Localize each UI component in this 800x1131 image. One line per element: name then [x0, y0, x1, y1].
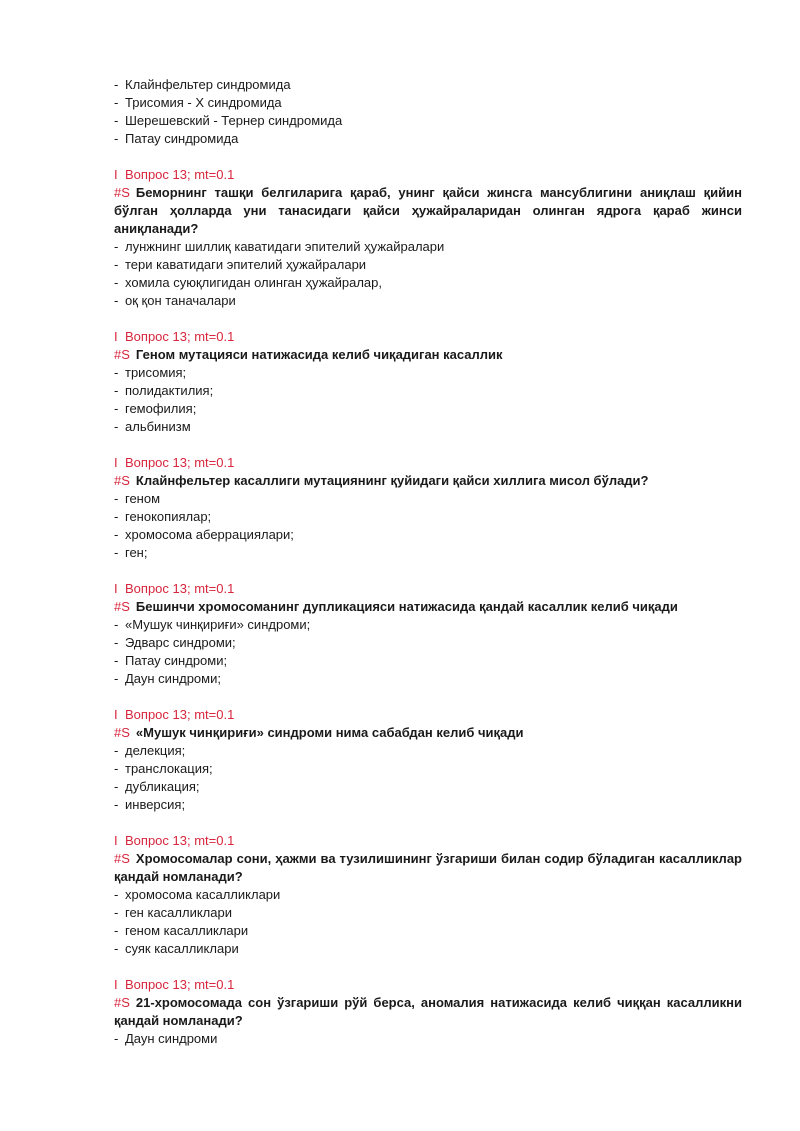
answer-option: [114, 508, 742, 526]
question-body: Клайнфельтер касаллиги мутациянинг қуйидаги қайси хиллига мисол бўлади?: [135, 473, 649, 488]
option-text: ген;: [125, 545, 148, 560]
question-block: [114, 166, 742, 310]
answer-option: [114, 130, 742, 148]
option-text: Патау синдроми;: [125, 653, 228, 668]
option-dash: -: [114, 95, 119, 110]
answer-option: [114, 904, 742, 922]
option-dash: -: [114, 545, 119, 560]
question-body: 21-хромосомада сон ўзгариши рўй берса, аномалия натижасида келиб чиққан касалликни қандай номланади?: [114, 995, 742, 1028]
option-text: гемофилия;: [125, 401, 197, 416]
option-dash: -: [114, 617, 119, 632]
question-header-text: Вопрос 13; mt=0.1: [125, 833, 235, 848]
option-text: Шерешевский - Тернер синдромида: [125, 113, 343, 128]
option-text: тери каватидаги эпителий ҳужайралари: [125, 257, 367, 272]
option-dash: -: [114, 923, 119, 938]
question-header-text: Вопрос 13; mt=0.1: [125, 455, 235, 470]
question-header: [114, 328, 742, 346]
question-marker: I: [114, 977, 118, 992]
option-text: транслокация;: [125, 761, 213, 776]
question-block: [114, 832, 742, 958]
question-block: [114, 976, 742, 1048]
option-dash: -: [114, 77, 119, 92]
question-header-text: Вопрос 13; mt=0.1: [125, 581, 235, 596]
question-s-tag: #S: [114, 599, 130, 614]
option-text: Даун синдроми: [125, 1031, 218, 1046]
question-body: Бешинчи хромосоманинг дупликацияси натижасида қандай касаллик келиб чиқади: [135, 599, 678, 614]
question-body: «Мушук чинқириғи» синдроми нима сабабдан келиб чиқади: [135, 725, 524, 740]
answer-option: [114, 274, 742, 292]
option-text: Клайнфельтер синдромида: [125, 77, 291, 92]
answer-option: [114, 418, 742, 436]
answer-option: [114, 652, 742, 670]
answer-option: [114, 490, 742, 508]
option-text: делекция;: [125, 743, 186, 758]
answer-option: [114, 796, 742, 814]
question-header: [114, 976, 742, 994]
option-text: хромосома касалликлари: [125, 887, 281, 902]
question-header-text: Вопрос 13; mt=0.1: [125, 167, 235, 182]
option-text: «Мушук чинқириғи» синдроми;: [125, 617, 311, 632]
question-marker: I: [114, 455, 118, 470]
question-text: [114, 994, 742, 1030]
answer-option: [114, 670, 742, 688]
option-text: Даун синдроми;: [125, 671, 221, 686]
question-s-tag: #S: [114, 185, 130, 200]
option-dash: -: [114, 383, 119, 398]
question-header: [114, 580, 742, 598]
option-text: оқ қон таначалари: [125, 293, 236, 308]
option-text: лунжнинг шиллиқ каватидаги эпителий ҳужайралари: [125, 239, 445, 254]
answer-option: [114, 778, 742, 796]
question-marker: I: [114, 329, 118, 344]
answer-option: [114, 382, 742, 400]
option-dash: -: [114, 275, 119, 290]
option-dash: -: [114, 635, 119, 650]
question-s-tag: #S: [114, 725, 130, 740]
option-text: Патау синдромида: [125, 131, 239, 146]
question-text: [114, 724, 742, 742]
question-header: [114, 454, 742, 472]
option-text: геном касалликлари: [125, 923, 249, 938]
answer-option: [114, 238, 742, 256]
option-text: дубликация;: [125, 779, 200, 794]
intro-options: [114, 76, 742, 148]
option-dash: -: [114, 653, 119, 668]
option-dash: -: [114, 131, 119, 146]
question-marker: I: [114, 833, 118, 848]
question-body: Беморнинг ташқи белгиларига қараб, унинг қайси жинсга мансублигини аниқлаш қийин бўлган ҳолларда уни танасидаги қайси ҳужайраларидан олинган ядрога қараб жинси аниқланади?: [114, 185, 742, 236]
question-marker: I: [114, 167, 118, 182]
option-dash: -: [114, 113, 119, 128]
answer-option: [114, 634, 742, 652]
question-body: Геном мутацияси натижасида келиб чиқадиган касаллик: [135, 347, 503, 362]
option-text: альбинизм: [125, 419, 191, 434]
answer-option: [114, 1030, 742, 1048]
option-text: ген касалликлари: [125, 905, 232, 920]
document-content: [114, 76, 742, 1048]
option-dash: -: [114, 779, 119, 794]
answer-option: [114, 94, 742, 112]
answer-option: [114, 760, 742, 778]
option-dash: -: [114, 491, 119, 506]
answer-option: [114, 292, 742, 310]
option-text: хомила суюқлигидан олинган ҳужайралар,: [125, 275, 383, 290]
answer-option: [114, 940, 742, 958]
answer-option: [114, 742, 742, 760]
answer-option: [114, 112, 742, 130]
answer-option: [114, 76, 742, 94]
option-dash: -: [114, 671, 119, 686]
question-text: [114, 598, 742, 616]
question-marker: I: [114, 707, 118, 722]
option-text: полидактилия;: [125, 383, 214, 398]
option-dash: -: [114, 257, 119, 272]
answer-option: [114, 886, 742, 904]
question-header: [114, 832, 742, 850]
option-dash: -: [114, 293, 119, 308]
question-header-text: Вопрос 13; mt=0.1: [125, 977, 235, 992]
answer-option: [114, 364, 742, 382]
option-dash: -: [114, 509, 119, 524]
option-text: Эдварс синдроми;: [125, 635, 236, 650]
question-header: [114, 706, 742, 724]
answer-option: [114, 616, 742, 634]
question-text: [114, 850, 742, 886]
question-block: [114, 454, 742, 562]
option-text: Трисомия - Х синдромида: [125, 95, 282, 110]
option-dash: -: [114, 761, 119, 776]
option-dash: -: [114, 365, 119, 380]
question-s-tag: #S: [114, 473, 130, 488]
question-s-tag: #S: [114, 347, 130, 362]
option-dash: -: [114, 797, 119, 812]
question-s-tag: #S: [114, 851, 130, 866]
question-block: [114, 328, 742, 436]
answer-option: [114, 400, 742, 418]
option-text: инверсия;: [125, 797, 186, 812]
question-text: [114, 184, 742, 238]
option-text: геном: [125, 491, 161, 506]
question-marker: I: [114, 581, 118, 596]
option-text: трисомия;: [125, 365, 187, 380]
question-header-text: Вопрос 13; mt=0.1: [125, 707, 235, 722]
question-body: Хромосомалар сони, ҳажми ва тузилишининг ўзгариши билан содир бўладиган касалликлар қандай номланади?: [114, 851, 742, 884]
option-dash: -: [114, 527, 119, 542]
option-text: суяк касалликлари: [125, 941, 239, 956]
option-dash: -: [114, 401, 119, 416]
option-dash: -: [114, 743, 119, 758]
question-s-tag: #S: [114, 995, 130, 1010]
option-dash: -: [114, 905, 119, 920]
question-block: [114, 706, 742, 814]
question-text: [114, 346, 742, 364]
question-block: [114, 580, 742, 688]
option-text: хромосома аберрациялари;: [125, 527, 294, 542]
option-text: генокопиялар;: [125, 509, 212, 524]
question-header: [114, 166, 742, 184]
question-text: [114, 472, 742, 490]
answer-option: [114, 922, 742, 940]
option-dash: -: [114, 887, 119, 902]
option-dash: -: [114, 419, 119, 434]
answer-option: [114, 256, 742, 274]
answer-option: [114, 526, 742, 544]
question-header-text: Вопрос 13; mt=0.1: [125, 329, 235, 344]
answer-option: [114, 544, 742, 562]
option-dash: -: [114, 941, 119, 956]
option-dash: -: [114, 239, 119, 254]
option-dash: -: [114, 1031, 119, 1046]
